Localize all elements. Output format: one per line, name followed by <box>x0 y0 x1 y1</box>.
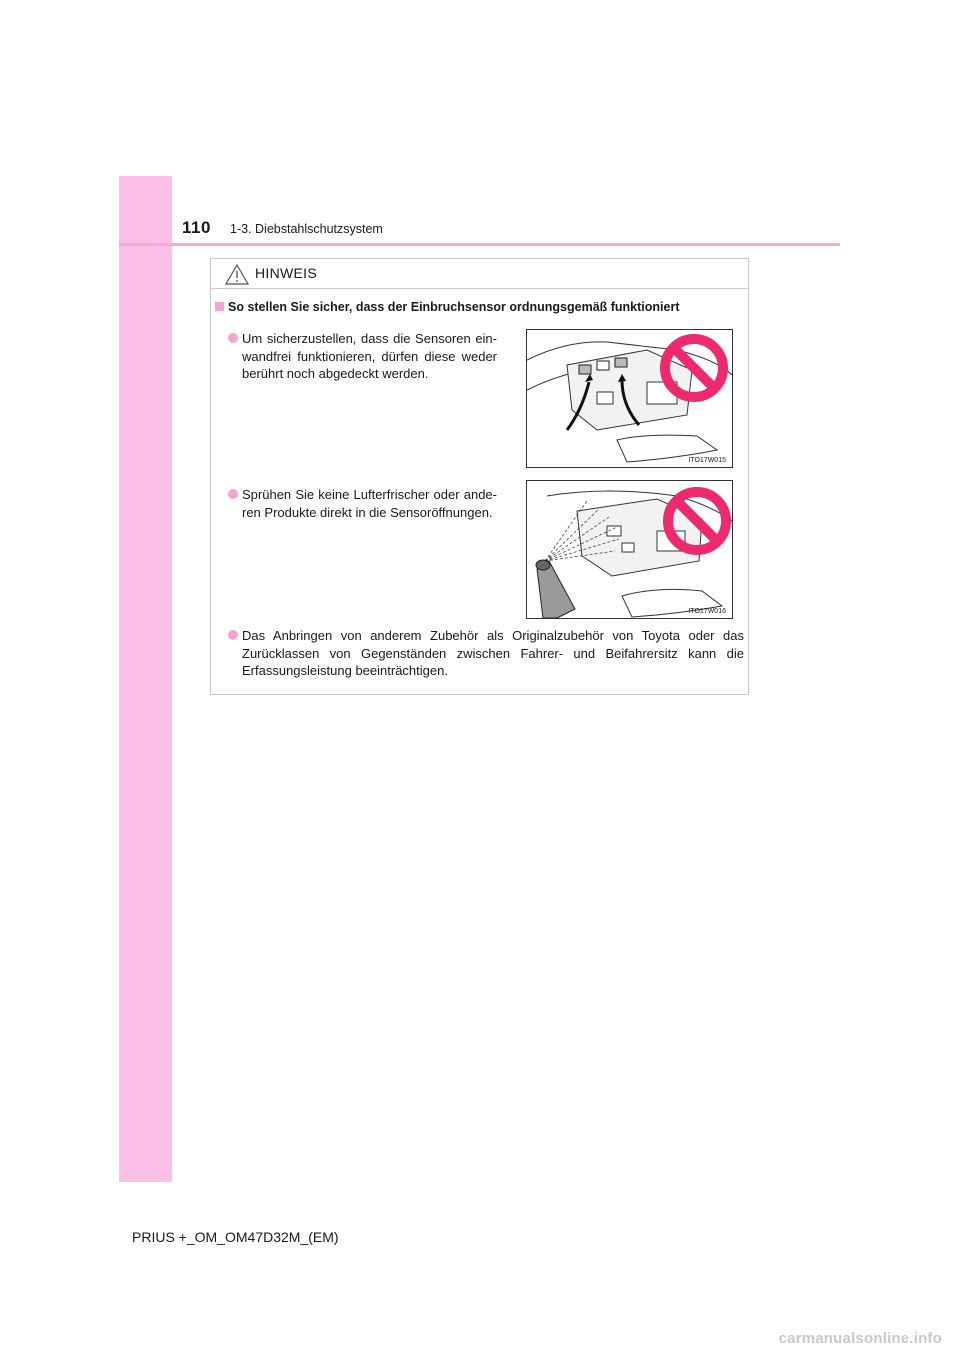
warning-triangle-icon <box>225 264 249 285</box>
notice-subheading <box>215 300 745 314</box>
document-code: PRIUS +_OM_OM47D32M_(EM) <box>132 1229 339 1245</box>
bullet-text: Um sicherzustellen, dass die Sensoren ein-wandfrei funktionieren, dürfen diese weder berührt noch abgedeckt werden. <box>242 331 497 381</box>
watermark: carmanualsonline.info <box>778 1330 942 1347</box>
bullet-item <box>242 486 497 521</box>
page-number: 110 <box>182 218 211 237</box>
notice-header <box>211 259 748 289</box>
subheading-text: So stellen Sie sicher, dass der Einbruchsensor ordnungsgemäß funktioniert <box>228 300 680 314</box>
bullet-item <box>242 627 744 680</box>
illustration-code: ITO17W016 <box>688 608 726 615</box>
side-color-band <box>119 176 172 1182</box>
illustration-code: ITO17W015 <box>688 457 726 464</box>
section-title: 1-3. Diebstahlschutzsystem <box>230 222 383 236</box>
bullet-text: Sprühen Sie keine Lufterfrischer oder ande-ren Produkte direkt in die Sensoröffnungen. <box>242 487 497 520</box>
notice-box <box>210 258 749 695</box>
illustration-spray-sensor <box>526 480 733 619</box>
square-bullet-icon <box>215 302 224 311</box>
notice-label: HINWEIS <box>255 265 317 281</box>
bullet-item <box>242 330 497 383</box>
illustration-touch-sensor <box>526 329 733 468</box>
console-touch-drawing <box>527 330 732 467</box>
bullet-text: Das Anbringen von anderem Zubehör als Originalzubehör von Toyota oder das Zurücklassen von Gegenständen zwischen Fahrer- und Beifahrersitz kann die Erfassungsleistung beeinträchtigen. <box>242 628 744 678</box>
bullet-dot-icon <box>228 333 238 343</box>
console-spray-drawing <box>527 481 732 618</box>
bullet-dot-icon <box>228 489 238 499</box>
bullet-dot-icon <box>228 630 238 640</box>
header-rule <box>119 243 840 246</box>
